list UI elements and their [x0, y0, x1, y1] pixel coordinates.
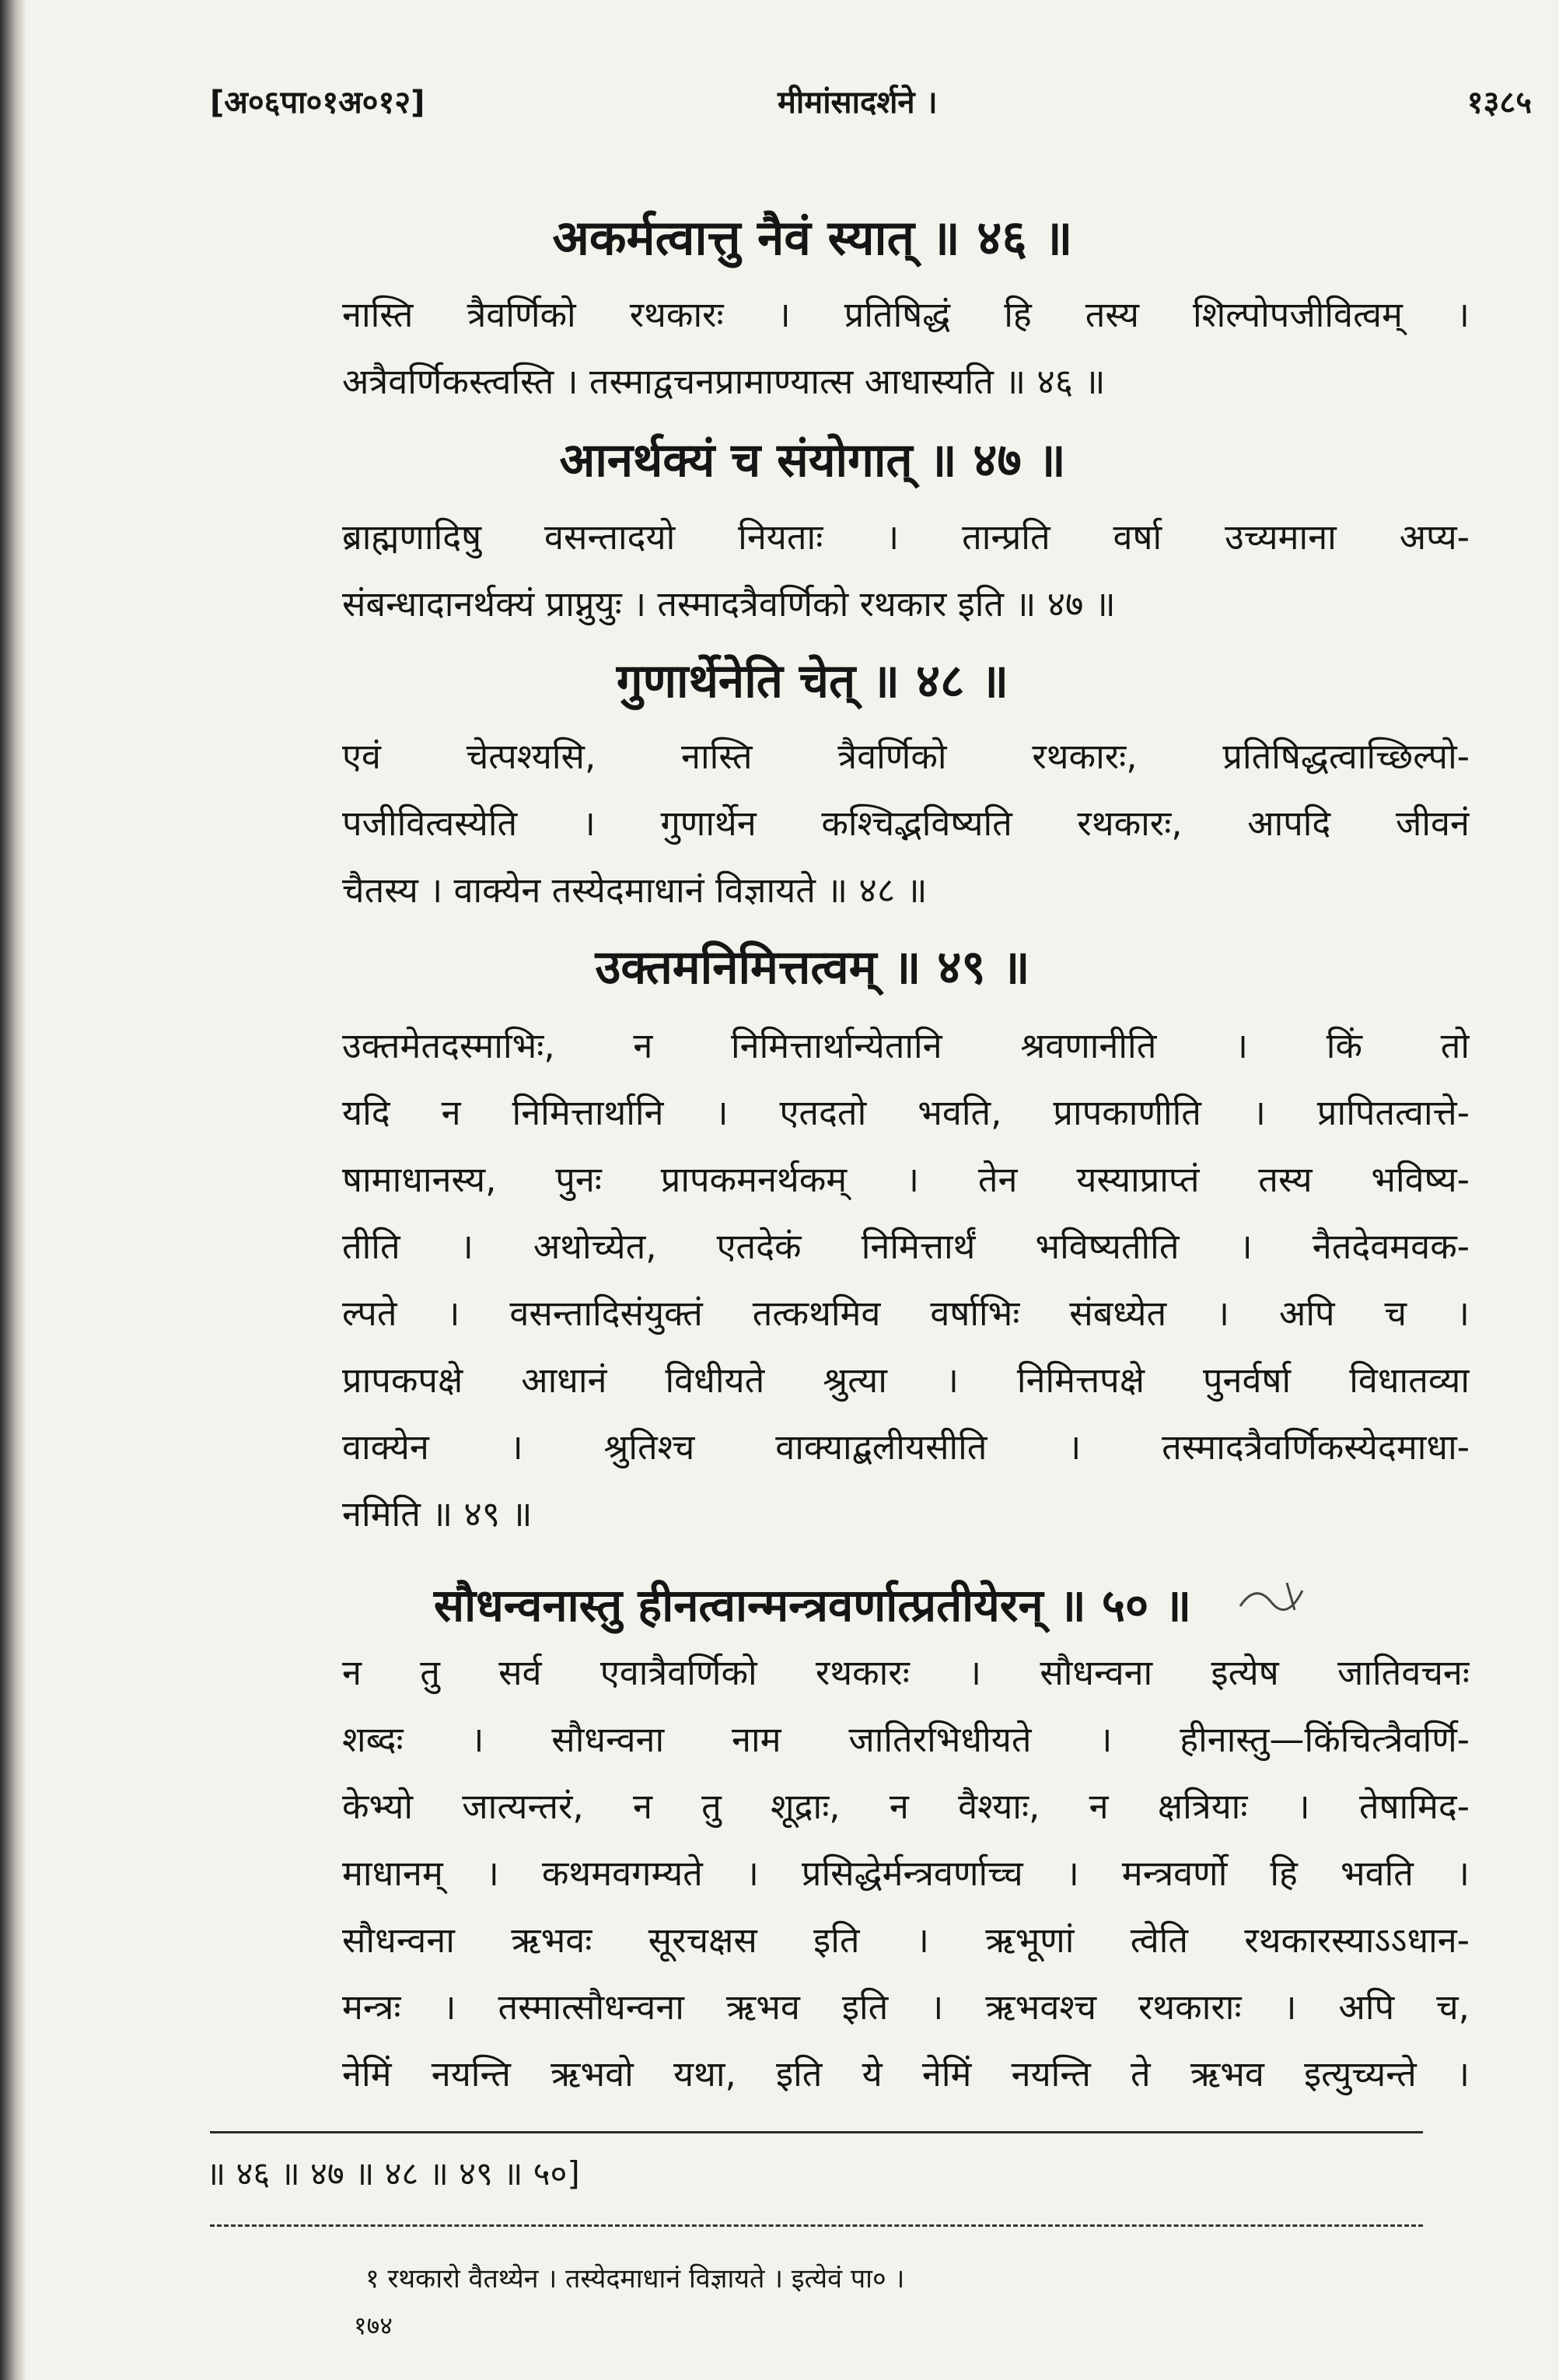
- commentary-line: नास्ति त्रैवर्णिको रथकारः । प्रतिषिद्धं हि तस्य शिल्पोपजीवित्वम् ।: [342, 294, 1470, 335]
- commentary-line: नमिति ॥ ४९ ॥: [342, 1493, 533, 1535]
- printer-signature: १७४: [354, 2311, 393, 2340]
- commentary-line: मन्त्रः । तस्मात्सौधन्वना ऋभव इति । ऋभवश्च रथकाराः । अपि च,: [342, 1986, 1470, 2028]
- commentary-48: [342, 723, 1470, 924]
- sutra-47: आनर्थक्यं च संयोगात् ॥ ४७ ॥: [559, 433, 1066, 488]
- footnote-divider: [210, 2224, 1423, 2227]
- commentary-line: उक्तमेतदस्माभिः, न निमित्तार्थान्येतानि श्रवणानीति । किं तो: [342, 1025, 1470, 1066]
- sutra-49: उक्तमनिमित्तत्वम् ॥ ४९ ॥: [595, 940, 1030, 995]
- commentary-line: पजीवित्वस्येति । गुणार्थेन कश्चिद्भविष्यति रथकारः, आपदि जीवनं: [342, 803, 1470, 844]
- commentary-line: षामाधानस्य, पुनः प्रापकमनर्थकम् । तेन यस्याप्राप्तं तस्य भविष्य-: [342, 1159, 1470, 1200]
- commentary-line: संबन्धादानर्थक्यं प्राप्नुयुः । तस्मादत्रैवर्णिको रथकार इति ॥ ४७ ॥: [342, 583, 1116, 625]
- commentary-line: केभ्यो जात्यन्तरं, न तु शूद्राः, न वैश्याः, न क्षत्रियाः । तेषामिद-: [342, 1786, 1470, 1827]
- reference-divider-top: [210, 2131, 1423, 2133]
- commentary-line: यदि न निमित्तार्थानि । एतदतो भवति, प्रापकाणीति । प्रापितत्वात्ते-: [342, 1092, 1470, 1133]
- commentary-line: एवं चेत्पश्यसि, नास्ति त्रैवर्णिको रथकारः, प्रतिषिद्धत्वाच्छिल्पो-: [342, 736, 1470, 777]
- commentary-line: चैतस्य । वाक्येन तस्येदमाधानं विज्ञायते ॥ ४८ ॥: [342, 870, 928, 911]
- commentary-line: शब्दः । सौधन्वना नाम जातिरभिधीयते । हीनास्तु—किंचित्त्रैवर्णि-: [342, 1719, 1470, 1760]
- commentary-line: सौधन्वना ऋभवः सूरचक्षस इति । ऋभूणां त्वेति रथकारस्याऽऽधान-: [342, 1920, 1470, 1961]
- sutra-50: सौधन्वनास्तु हीनत्वान्मन्त्रवर्णात्प्रतीयेरन् ॥ ५० ॥: [433, 1579, 1192, 1632]
- commentary-line: तीति । अथोच्येत, एतदेकं निमित्तार्थं भविष्यतीति । नैतदेवमवक-: [342, 1226, 1470, 1267]
- commentary-46: [342, 282, 1470, 415]
- commentary-50: [342, 1640, 1470, 2108]
- commentary-line: माधानम् । कथमवगम्यते । प्रसिद्धेर्मन्त्रवर्णाच्च । मन्त्रवर्णो हि भवति ।: [342, 1853, 1470, 1894]
- commentary-49: [342, 1013, 1470, 1548]
- commentary-line: अत्रैवर्णिकस्त्वस्ति । तस्माद्वचनप्रामाण्यात्स आधास्यति ॥ ४६ ॥: [342, 361, 1106, 402]
- footnote: १ रथकारो वैतथ्येन । तस्येदमाधानं विज्ञायते । इत्येवं पा० ।: [365, 2263, 905, 2294]
- handwritten-margin-mark: [1232, 1575, 1326, 1622]
- sutra-46: अकर्मत्वात्तु नैवं स्यात् ॥ ४६ ॥: [552, 209, 1073, 266]
- scanned-page-edge: [0, 0, 26, 2380]
- commentary-line: ब्राह्मणादिषु वसन्तादयो नियताः । तान्प्रति वर्षा उच्यमाना अप्य-: [342, 516, 1470, 558]
- header-reference: [अ०६पा०१अ०१२]: [210, 85, 425, 121]
- commentary-line: प्रापकपक्षे आधानं विधीयते श्रुत्या । निमित्तपक्षे पुनर्वर्षा विधातव्या: [342, 1360, 1470, 1401]
- commentary-47: [342, 504, 1470, 638]
- commentary-line: ल्पते । वसन्तादिसंयुक्तं तत्कथमिव वर्षाभिः संबध्येत । अपि च ।: [342, 1293, 1470, 1334]
- commentary-line: वाक्येन । श्रुतिश्च वाक्याद्बलीयसीति । तस्मादत्रैवर्णिकस्येदमाधा-: [342, 1426, 1470, 1468]
- sutra-reference-list: ॥ ४६ ॥ ४७ ॥ ४८ ॥ ४९ ॥ ५०]: [206, 2154, 580, 2193]
- page-header: [210, 72, 1532, 126]
- commentary-line: न तु सर्व एवात्रैवर्णिको रथकारः । सौधन्वना इत्येष जातिवचनः: [342, 1652, 1470, 1693]
- sutra-48: गुणार्थेनेति चेत् ॥ ४८ ॥: [616, 654, 1009, 709]
- page-number: १३८५: [1466, 85, 1532, 121]
- commentary-line: नेमिं नयन्ति ऋभवो यथा, इति ये नेमिं नयन्ति ते ऋभव इत्युच्यन्ते ।: [342, 2053, 1470, 2095]
- header-title: मीमांसादर्शने ।: [778, 85, 938, 121]
